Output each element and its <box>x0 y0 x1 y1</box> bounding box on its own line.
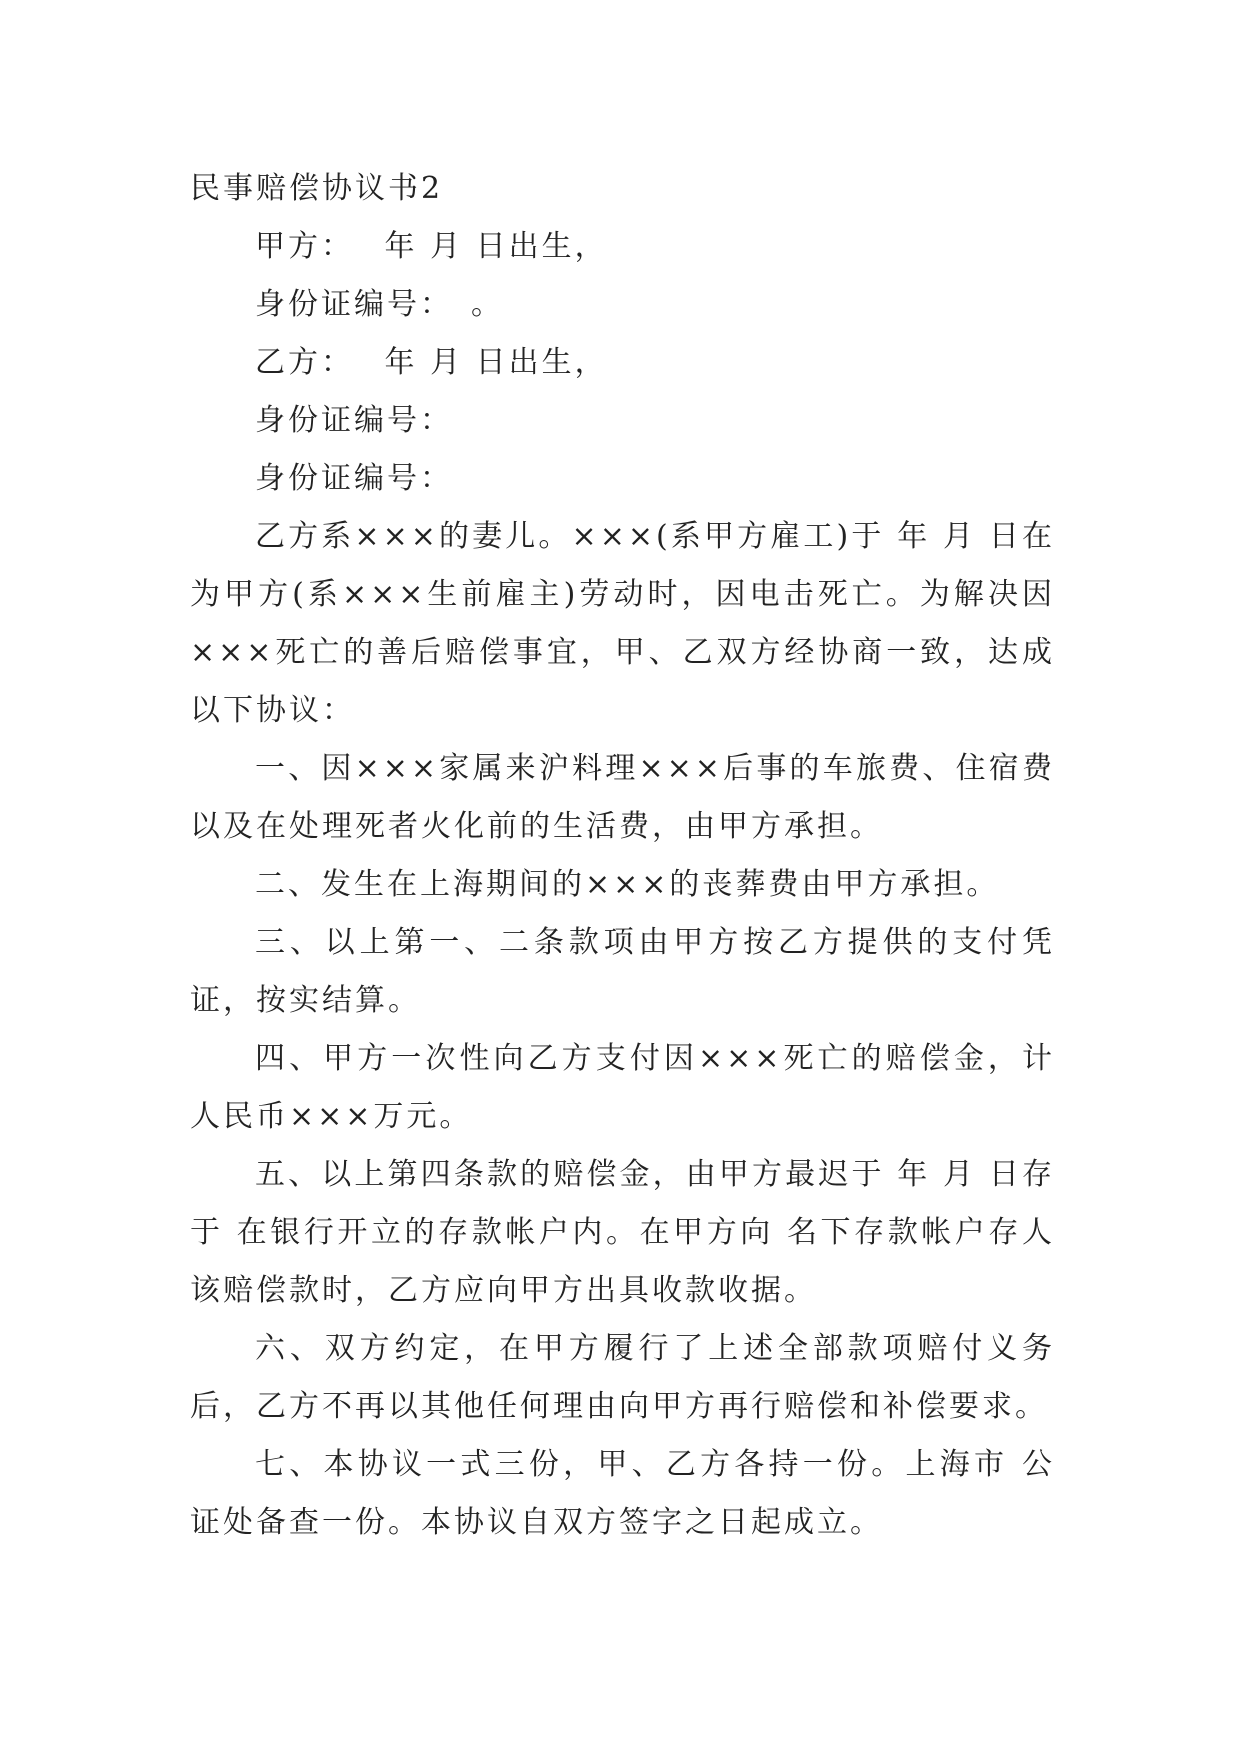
clause-5-paragraph: 五、以上第四条款的赔偿金，由甲方最迟于 年 月 日存于 在银行开立的存款帐户内。在甲方向 名下存款帐户存人该赔偿款时，乙方应向甲方出具收款收据。 <box>190 1157 1055 1308</box>
document-title: 民事赔偿协议书2 <box>190 171 444 206</box>
clause-6-paragraph: 六、双方约定，在甲方履行了上述全部款项赔付义务后，乙方不再以其他任何理由向甲方再行赔偿和补偿要求。 <box>190 1331 1055 1424</box>
clause-3-paragraph: 三、以上第一、二条款项由甲方按乙方提供的支付凭证，按实结算。 <box>190 925 1055 1018</box>
clause-7-paragraph: 七、本协议一式三份，甲、乙方各持一份。上海市 公证处备查一份。本协议自双方签字之日起成立。 <box>190 1447 1055 1540</box>
party-a-id-line: 身份证编号： 。 <box>255 287 504 322</box>
clause-2-paragraph: 二、发生在上海期间的×××的丧葬费由甲方承担。 <box>255 867 1000 902</box>
clause-1-paragraph: 一、因×××家属来沪料理×××后事的车旅费、住宿费以及在处理死者火化前的生活费，由甲方承担。 <box>190 751 1055 844</box>
party-b-id-line-2: 身份证编号： <box>255 461 453 496</box>
clause-4-paragraph: 四、甲方一次性向乙方支付因×××死亡的赔偿金，计人民币×××万元。 <box>190 1041 1055 1134</box>
party-b-line: 乙方： 年 月 日出生， <box>255 345 608 380</box>
intro-paragraph: 乙方系×××的妻儿。×××(系甲方雇工)于 年 月 日在为甲方(系×××生前雇主)劳动时，因电击死亡。为解决因×××死亡的善后赔偿事宜，甲、乙双方经协商一致，达成以下协议： <box>190 519 1055 728</box>
document-body <box>190 160 1055 1552</box>
party-b-id-line-1: 身份证编号： <box>255 403 453 438</box>
party-a-line: 甲方： 年 月 日出生， <box>255 229 608 264</box>
